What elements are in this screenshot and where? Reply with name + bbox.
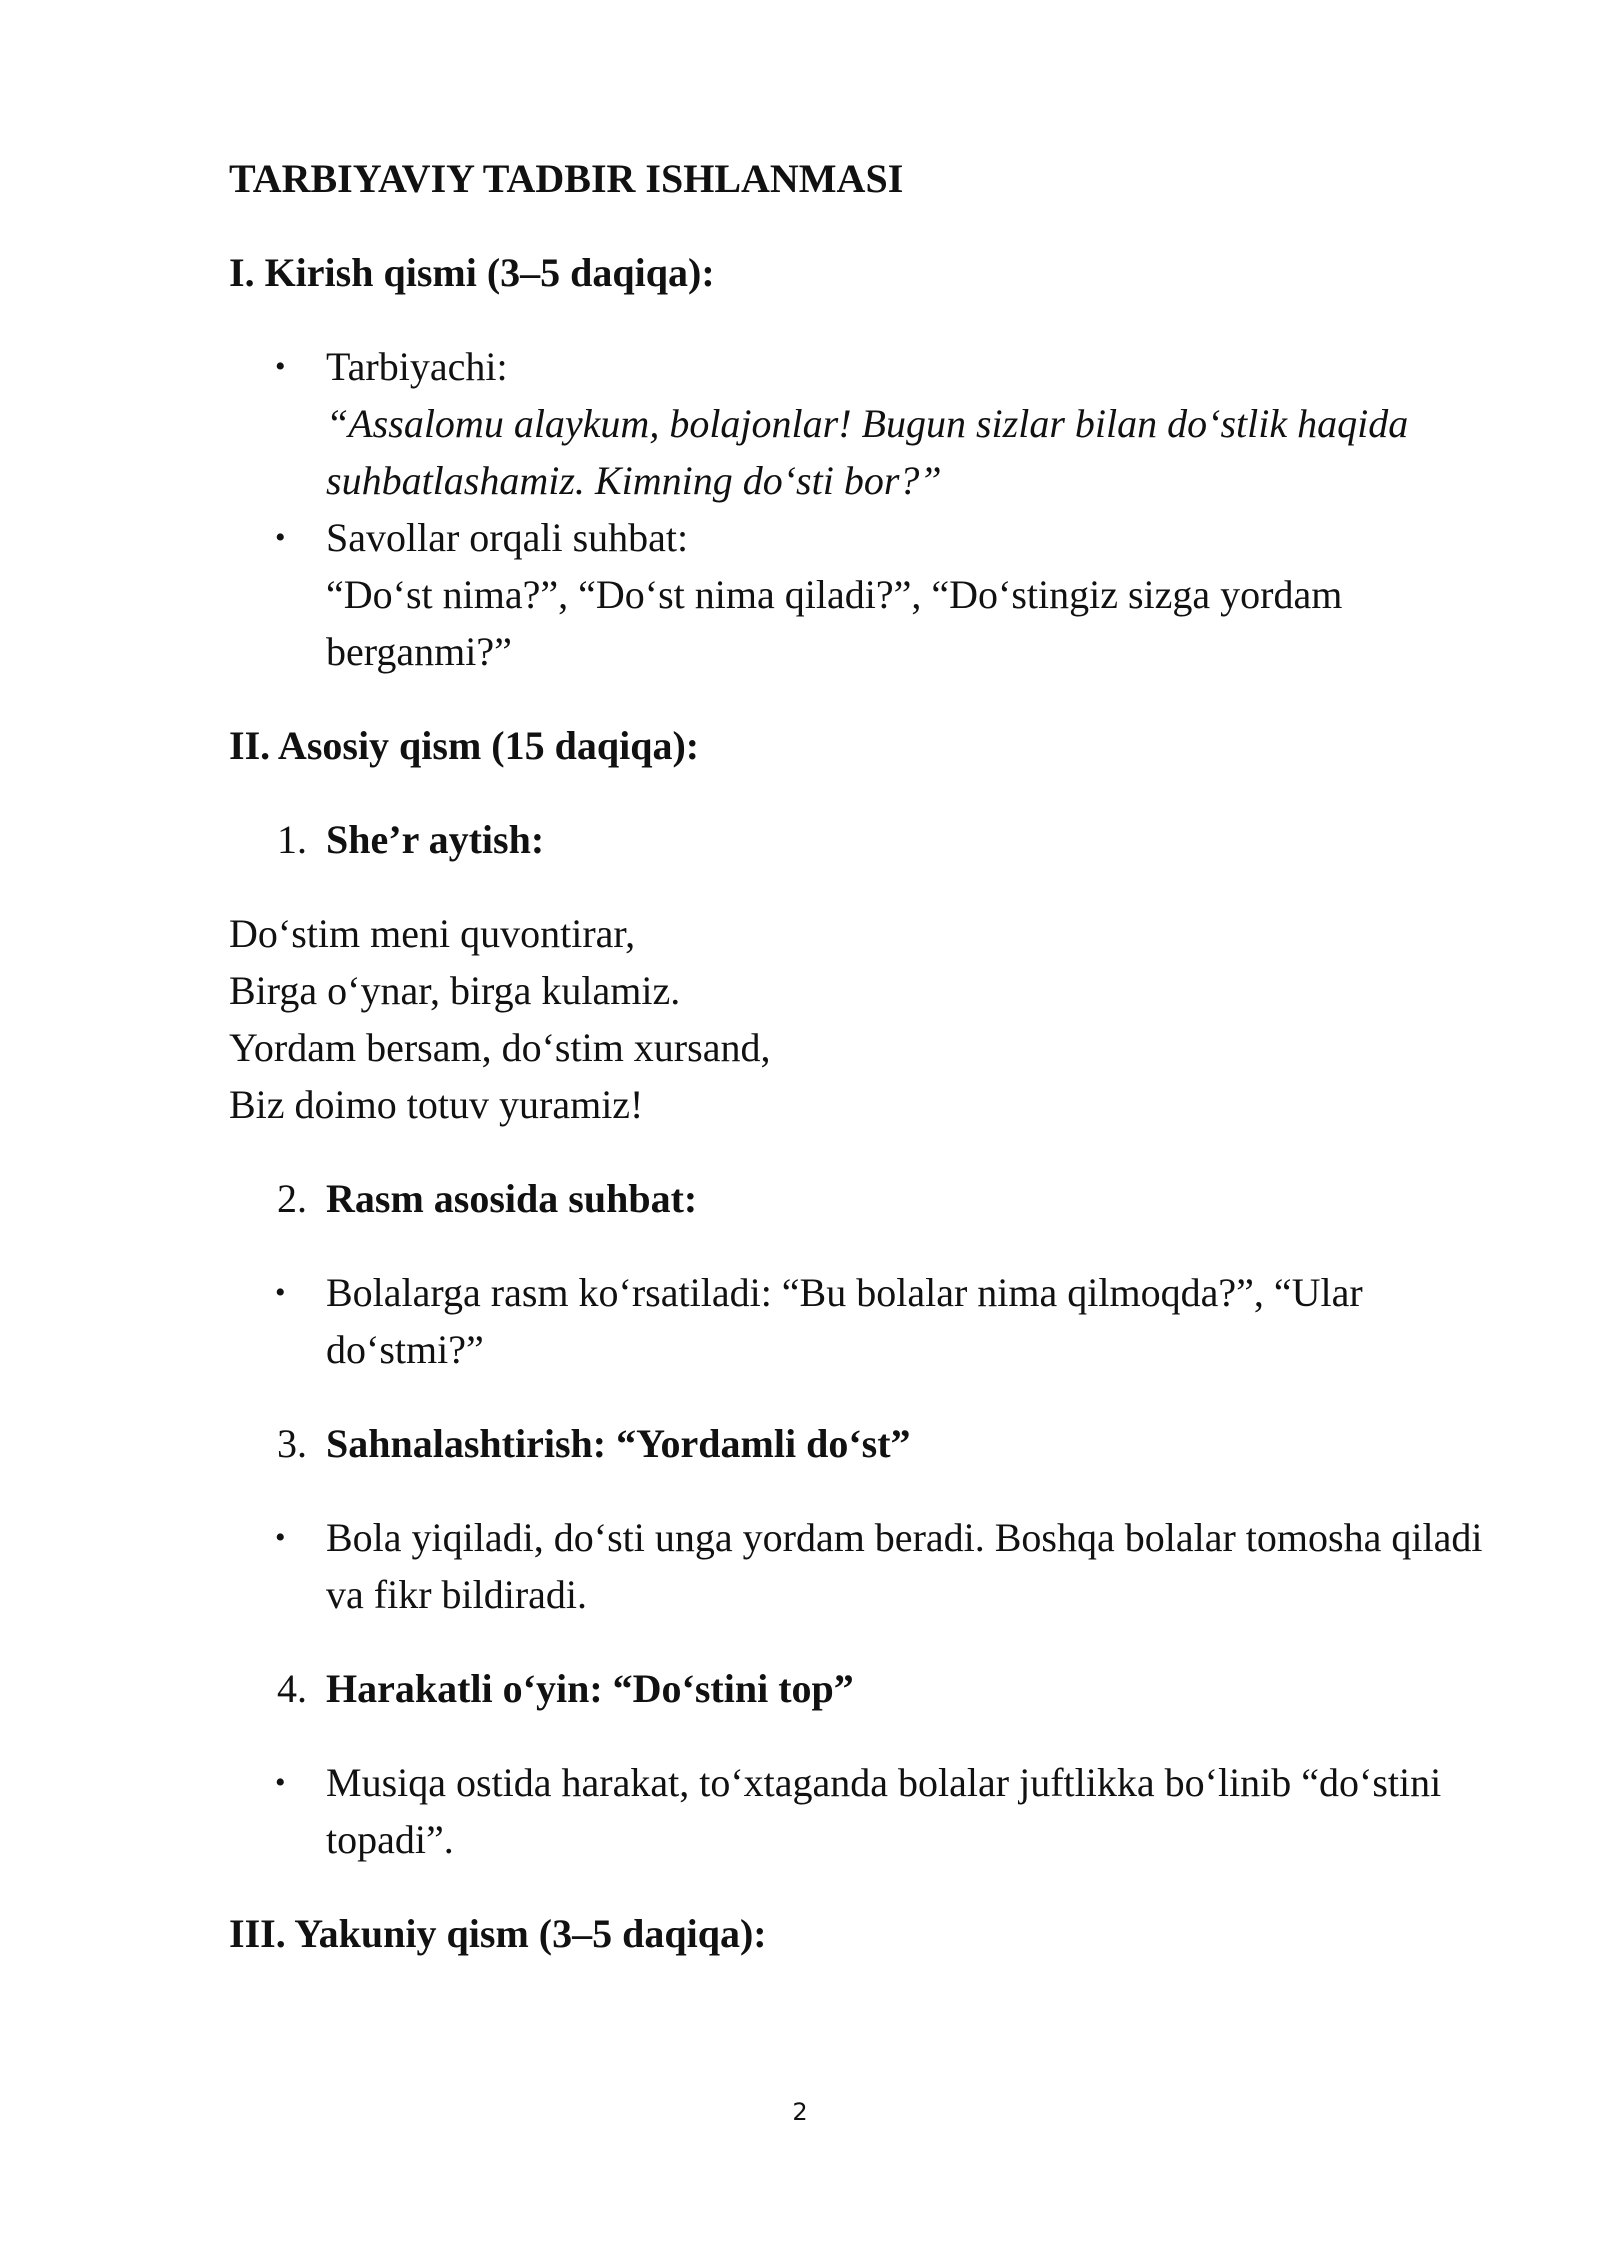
list-item: • Musiqa ostida harakat, to‘xtaganda bolalar juftlikka bo‘linib “do‘stini topadi”. [229,1754,1489,1868]
step-title: Harakatli o‘yin: “Do‘stini top” [326,1666,854,1711]
list-item: • Bola yiqiladi, do‘sti unga yordam beradi. Boshqa bolalar tomosha qiladi va fikr bildiradi. [229,1509,1489,1623]
list-item [229,338,1489,509]
step-number: 4. [277,1666,307,1711]
picture-bullet-list [229,1264,1489,1378]
step-heading-poem [229,811,1489,868]
list-item [229,509,1489,680]
poem-line: Biz doimo totuv yuramiz! [229,1082,644,1127]
page-number: 2 [792,2098,808,2126]
question-quote: “Do‘st nima?”, “Do‘st nima qiladi?”, “Do‘stingiz sizga yordam berganmi?” [326,572,1343,674]
step-heading-game [229,1660,1489,1717]
section-heading-main: II. Asosiy qism (15 daqiqa): [229,723,700,768]
step-title: Rasm asosida suhbat: [326,1176,698,1221]
step-number: 1. [277,817,307,862]
section-heading-intro: I. Kirish qismi (3–5 daqiqa): [229,250,715,295]
poem-line: Do‘stim meni quvontirar, [229,911,636,956]
document-title: TARBIYAVIY TADBIR ISHLANMASI [229,156,904,201]
intro-bullet-list [229,338,1489,680]
section-heading-final: III. Yakuniy qism (3–5 daqiqa): [229,1911,767,1956]
step-number: 3. [277,1421,307,1466]
poem [229,905,1489,1133]
step-number: 2. [277,1176,307,1221]
step-heading-staging [229,1415,1489,1472]
bullet-label: • Tarbiyachi: [326,344,508,389]
bullet-label: • Savollar orqali suhbat: [326,515,689,560]
teacher-quote: “Assalomu alaykum, bolajonlar! Bugun sizlar bilan do‘stlik haqida suhbatlashamiz. Kimning do‘sti bor?” [326,401,1409,503]
poem-line: Birga o‘ynar, birga kulamiz. [229,968,681,1013]
step-title: She’r aytish: [326,817,545,862]
poem-line: Yordam bersam, do‘stim xursand, [229,1025,771,1070]
step-heading-picture [229,1170,1489,1227]
document-body [229,150,1489,1962]
step-title: Sahnalashtirish: “Yordamli do‘st” [326,1421,911,1466]
game-bullet-list [229,1754,1489,1868]
staging-bullet-list [229,1509,1489,1623]
list-item: • Bolalarga rasm ko‘rsatiladi: “Bu bolalar nima qilmoqda?”, “Ular do‘stmi?” [229,1264,1489,1378]
